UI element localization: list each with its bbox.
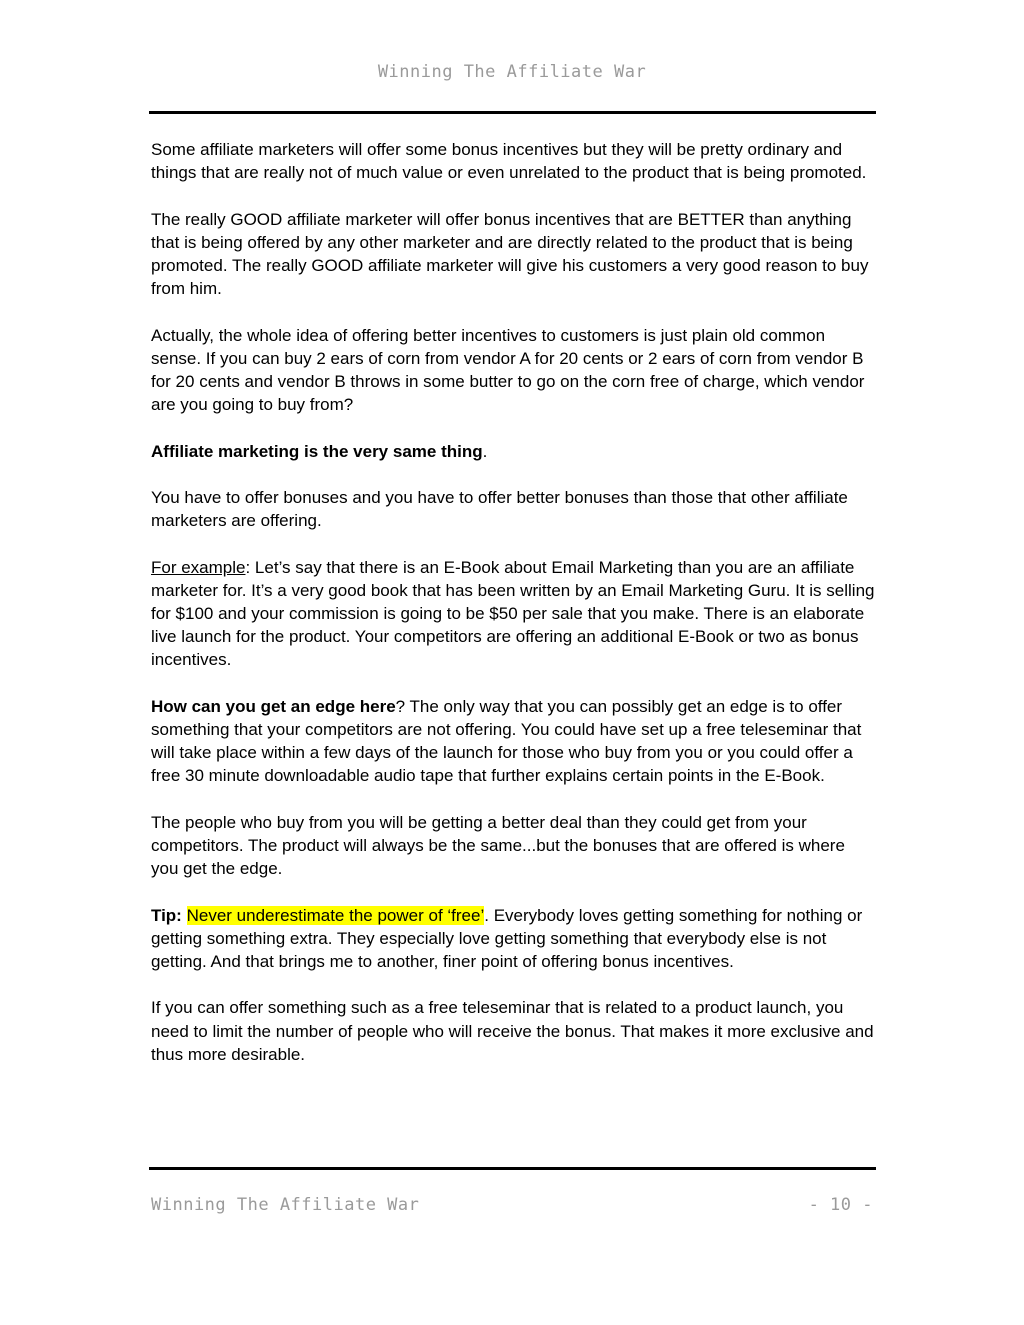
body-content (151, 138, 875, 1089)
paragraph-2: The really GOOD affiliate marketer will offer bonus incentives that are BETTER than anything that is being offered by any other marketer and are directly related to the product that is being promoted. The really GOOD affiliate marketer will give his customers a very good reason to buy from him. (151, 209, 869, 299)
paragraph-10: If you can offer something such as a free teleseminar that is related to a product launch, you need to limit the number of people who will receive the bonus. That makes it more exclusive and thus more desirable. (151, 998, 874, 1064)
tip-label: Tip: (151, 905, 182, 925)
bold-statement: Affiliate marketing is the very same thing (151, 441, 483, 461)
edge-question: How can you get an edge here (151, 696, 396, 716)
paragraph-6 (151, 556, 875, 672)
paragraph-5: You have to offer bonuses and you have to offer better bonuses than those that other affiliate marketers are offering. (151, 487, 848, 531)
paragraph-6-rest: : Let’s say that there is an E-Book about Email Marketing than you are an affiliate marketer for. It’s a very good book that has been written by an Email Marketing Guru. It is selling for $100 and your commission is going to be $50 per sale that you make. There is an elaborate live launch for the product. Your competitors are offering an additional E-Book or two as bonus incentives. (151, 557, 875, 670)
paragraph-4-rest: . (482, 441, 488, 461)
page-number: - 10 - (808, 1195, 873, 1215)
highlighted-tip: Never underestimate the power of ‘free’ (186, 905, 485, 925)
footer-title: Winning The Affiliate War (151, 1195, 420, 1215)
paragraph-4 (151, 440, 875, 463)
example-label: For example (151, 557, 246, 577)
running-header: Winning The Affiliate War (377, 62, 647, 82)
paragraph-8: The people who buy from you will be getting a better deal than they could get from your competitors. The product will always be the same...but the bonuses that are offered is where you get the edge. (151, 812, 845, 879)
paragraph-3: Actually, the whole idea of offering better incentives to customers is just plain old common sense. If you can buy 2 ears of corn from vendor A for 20 cents or 2 ears of corn from vendor B for 20 cents and vendor B throws in some butter to go on the corn free of charge, which vendor are you going to buy from? (151, 325, 865, 415)
footer-rule (149, 1167, 876, 1170)
paragraph-7-rest: ? The only way that you can possibly get an edge is to offer something that your competitors are not offering. You could have set up a free teleseminar that will take place within a few days of the launch for those who buy from you or you could offer a free 30 minute downloadable audio tape that further explains certain points in the E-Book. (151, 696, 862, 786)
header-rule (149, 111, 876, 114)
paragraph-1: Some affiliate marketers will offer some bonus incentives but they will be pretty ordinary and things that are really not of much value or even unrelated to the product that is being promoted. (151, 140, 867, 183)
paragraph-9 (151, 904, 875, 974)
paragraph-7 (151, 695, 875, 788)
paragraph-9-rest: . Everybody loves getting something for nothing or getting something extra. They especially love getting something that everybody else is not getting. And that brings me to another, finer point of offering bonus incentives. (151, 905, 863, 971)
